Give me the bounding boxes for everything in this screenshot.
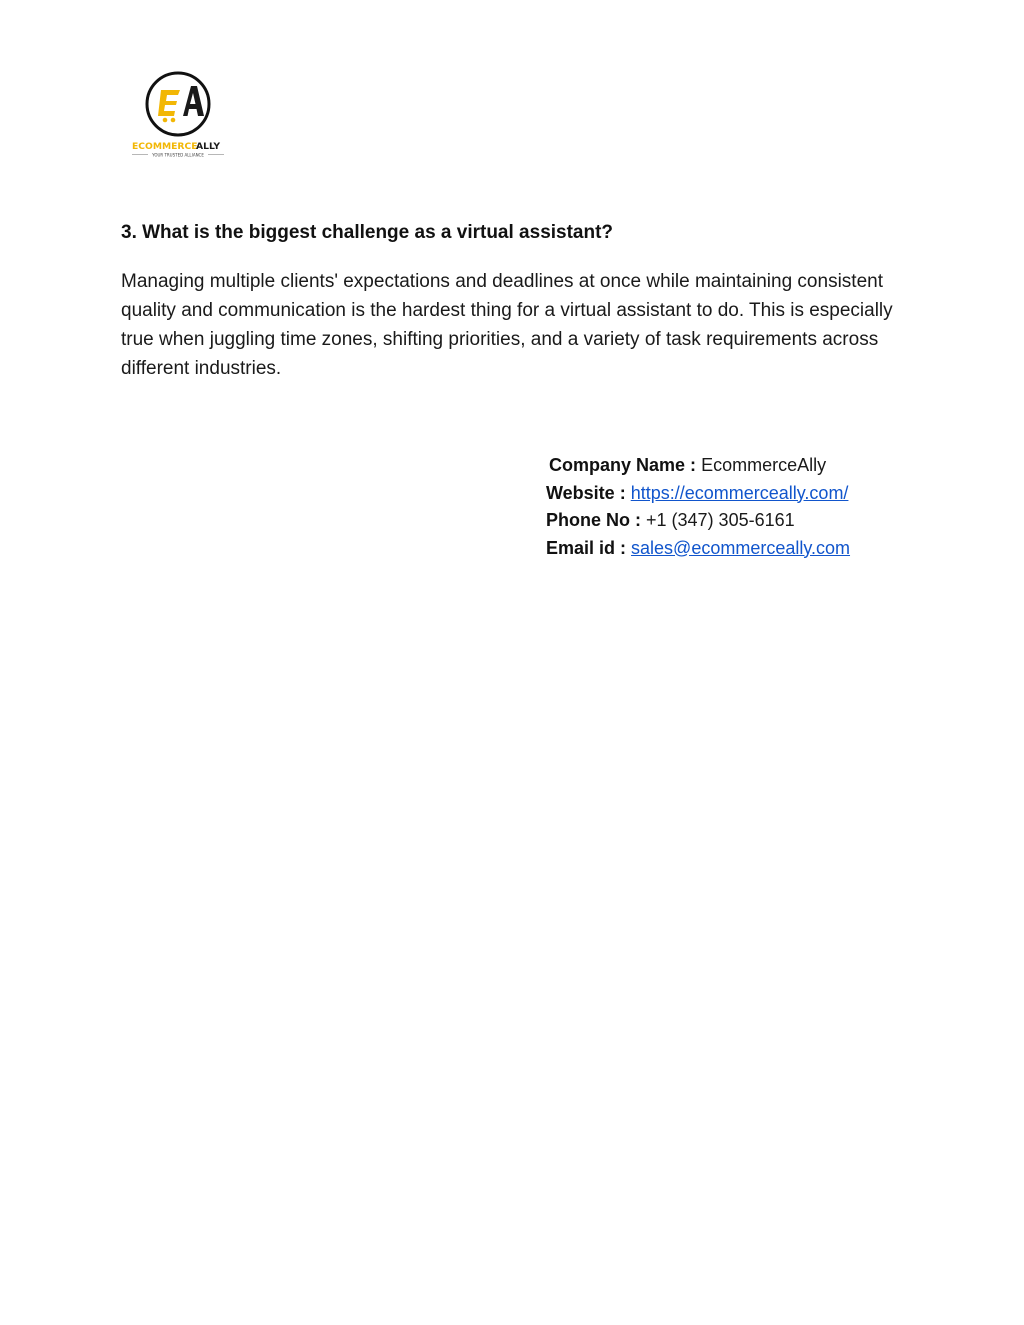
company-name-value: EcommerceAlly	[701, 455, 827, 475]
company-name-line	[546, 452, 986, 480]
company-logo	[128, 70, 228, 162]
website-label: Website :	[546, 482, 626, 503]
phone-label: Phone No :	[546, 510, 641, 530]
ecommerce-ally-logo-icon	[128, 70, 228, 162]
phone-value: +1 (347) 305-6161	[646, 510, 795, 530]
email-label: Email id :	[546, 537, 627, 558]
email-line	[546, 535, 986, 563]
answer-paragraph: Managing multiple clients' expectations and deadlines at once while maintaining consistent quality and communication is the hardest thing for a virtual assistant to do. This is especially true when juggling time zones, shifting priorities, and a variety of task requirements across different industries.	[121, 271, 893, 379]
contact-block	[546, 452, 986, 562]
logo-wordmark: ECOMMERCE	[132, 141, 198, 152]
logo-wordmark-accent: ALLY	[196, 141, 221, 152]
company-name-label: Company Name :	[549, 455, 697, 475]
email-link[interactable]: sales@ecommerceally.com	[631, 537, 851, 558]
phone-line	[546, 507, 986, 535]
website-line	[546, 480, 986, 508]
website-link[interactable]: https://ecommerceally.com/	[630, 482, 849, 503]
question-heading: 3. What is the biggest challenge as a virtual assistant?	[121, 222, 614, 243]
logo-tagline: YOUR TRUSTED ALLIANCE	[152, 152, 204, 158]
